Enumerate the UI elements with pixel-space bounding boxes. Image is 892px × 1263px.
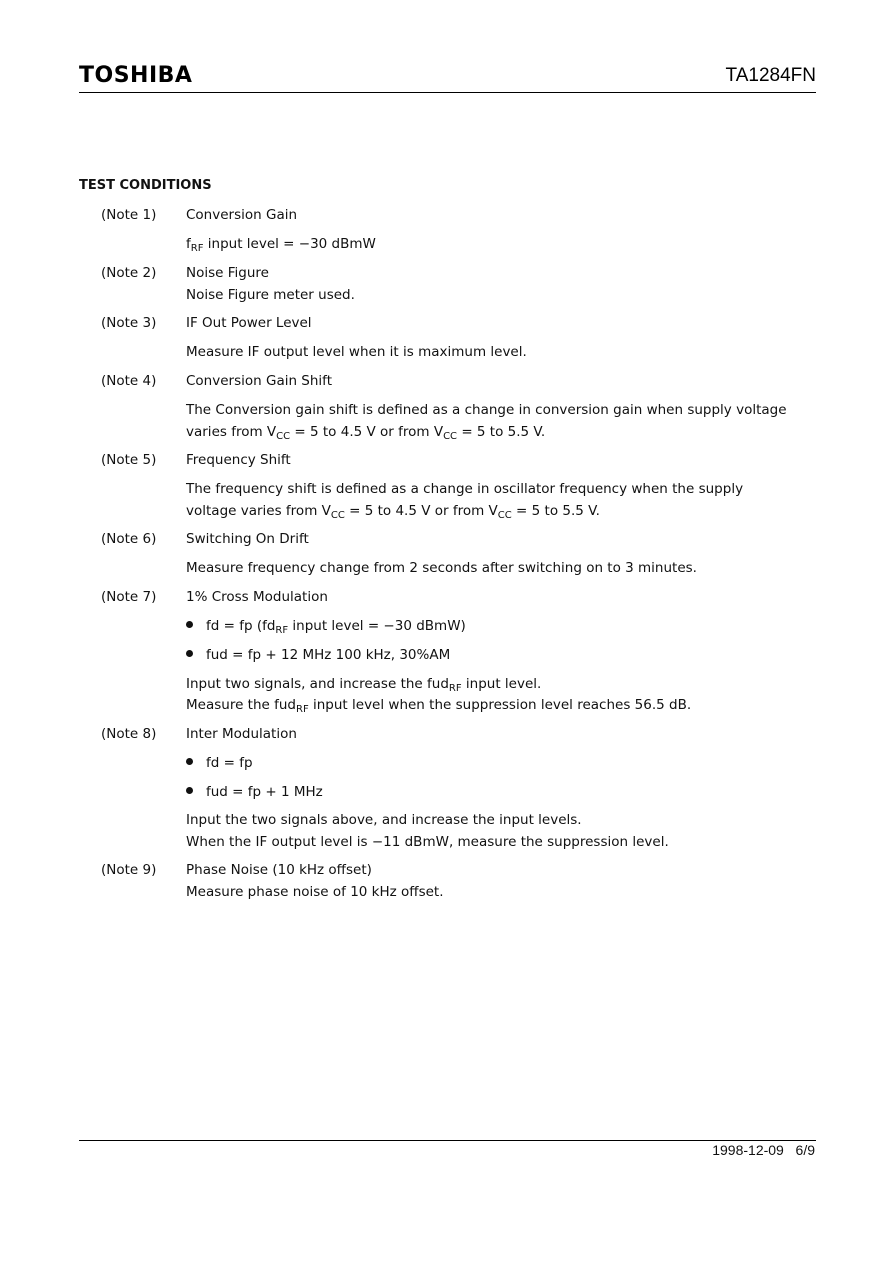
note-7-label: (Note 7): [101, 589, 157, 605]
note-2-title: Noise Figure: [186, 265, 269, 281]
toshiba-logo: TOSHIBA: [79, 63, 193, 88]
section-title: TEST CONDITIONS: [79, 178, 212, 193]
note-9-label: (Note 9): [101, 862, 157, 878]
note-3-desc: Measure IF output level when it is maximum level.: [186, 344, 527, 360]
note-1-desc: $f_{RF}$ input level = −30 dBmW: [186, 236, 376, 254]
note-2-desc: Noise Figure meter used.: [186, 287, 355, 303]
bullet-icon: [186, 787, 193, 794]
note-6-title: Switching On Drift: [186, 531, 309, 547]
page-footer: [712, 1142, 815, 1158]
note-7-bullet-1: fd = fp ($fd_{RF}$ input level = −30 dBmW): [186, 618, 466, 636]
note-4-label: (Note 4): [101, 373, 157, 389]
note-5-desc-2: voltage varies from $V_{CC} = 5$ to 4.5 V or from $V_{CC} = 5$ to 5.5 V.: [186, 503, 600, 521]
note-2-label: (Note 2): [101, 265, 157, 281]
footer-date: 1998-12-09: [712, 1142, 784, 1158]
part-number: TA1284FN: [725, 65, 816, 86]
bullet-icon: [186, 650, 193, 657]
note-9-title: Phase Noise (10 kHz offset): [186, 862, 372, 878]
note-9-desc: Measure phase noise of 10 kHz offset.: [186, 884, 444, 900]
note-6-label: (Note 6): [101, 531, 157, 547]
note-8-label: (Note 8): [101, 726, 157, 742]
note-3-label: (Note 3): [101, 315, 157, 331]
note-7-bullet-2: fud = fp + 12 MHz 100 kHz, 30%AM: [186, 647, 450, 663]
note-5-desc-1: The frequency shift is defined as a change in oscillator frequency when the supply: [186, 481, 744, 497]
note-8-bullet-2: fud = fp + 1 MHz: [186, 784, 323, 800]
note-7-desc-2: Measure the fud$_{RF}$ input level when the suppression level reaches 56.5 dB.: [186, 697, 692, 715]
note-5-title: Frequency Shift: [186, 452, 291, 468]
bullet-icon: [186, 621, 193, 628]
note-7-desc-1: Input two signals, and increase the fud$_{RF}$ input level.: [186, 676, 542, 694]
note-8-title: Inter Modulation: [186, 726, 297, 742]
note-4-desc-2: varies from $V_{CC} = 5$ to 4.5 V or from $V_{CC} = 5$ to 5.5 V.: [186, 424, 546, 442]
note-3-title: IF Out Power Level: [186, 315, 312, 331]
note-1-label: (Note 1): [101, 207, 157, 223]
bullet-icon: [186, 758, 193, 765]
note-4-title: Conversion Gain Shift: [186, 373, 332, 389]
note-5-label: (Note 5): [101, 452, 157, 468]
note-8-desc-2: When the IF output level is −11 dBmW, measure the suppression level.: [186, 834, 669, 850]
note-6-desc: Measure frequency change from 2 seconds after switching on to 3 minutes.: [186, 560, 697, 576]
page-header: [79, 62, 816, 93]
footer-divider: [79, 1140, 816, 1141]
note-8-desc-1: Input the two signals above, and increase the input levels.: [186, 812, 582, 828]
footer-page: 6/9: [795, 1142, 815, 1158]
note-8-bullet-1: fd = fp: [186, 755, 253, 771]
note-7-title: 1% Cross Modulation: [186, 589, 328, 605]
note-4-desc-1: The Conversion gain shift is defined as a change in conversion gain when supply voltage: [186, 402, 787, 418]
note-1-title: Conversion Gain: [186, 207, 298, 223]
